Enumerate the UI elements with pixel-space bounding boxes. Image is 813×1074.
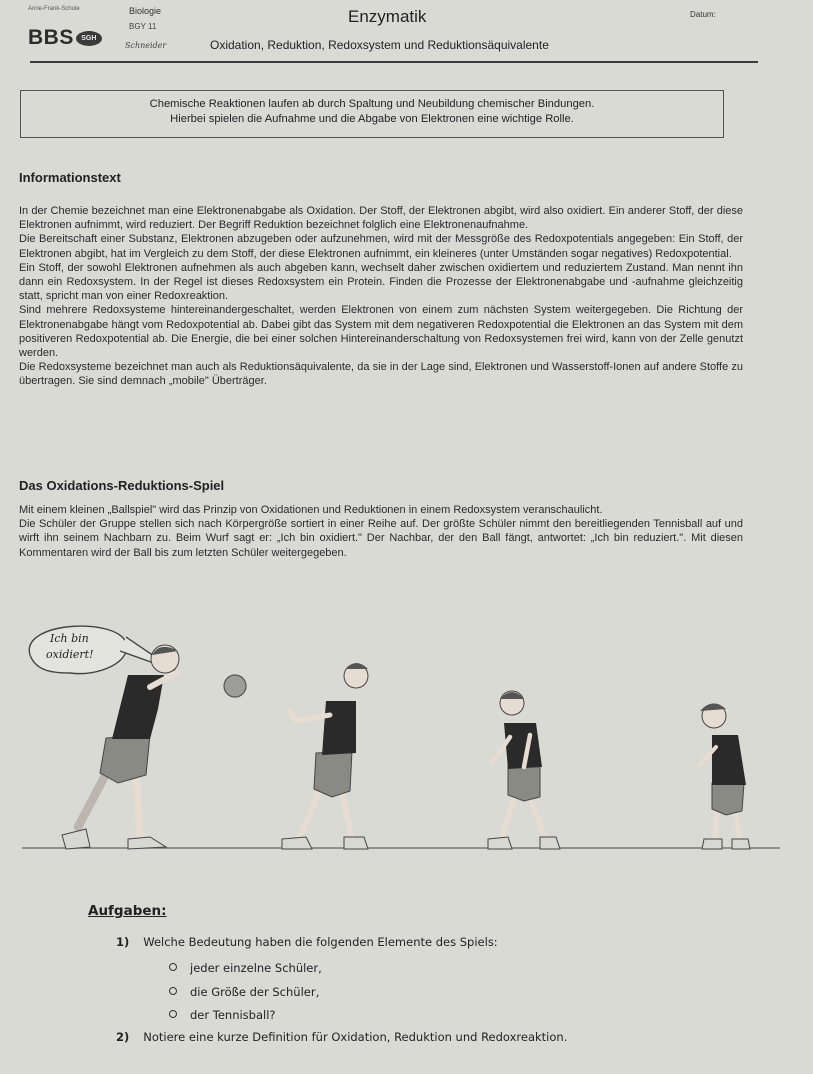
- bullet-text: der Tennisball?: [190, 1008, 276, 1022]
- date-label: Datum:: [690, 10, 716, 19]
- intro-line-1: Chemische Reaktionen laufen ab durch Spaltung und Neubildung chemischer Bindungen.: [149, 98, 595, 110]
- info-paragraph: Die Redoxsysteme bezeichnet man auch als Reduktionsäquivalente, da sie in der Lage sind, Elektronen und Wasserstoff-Ionen auf andere Stoffe zu übertragen. Sie sind demnach „mobile" Überträger.: [19, 361, 743, 388]
- student-third-figure: [488, 691, 560, 849]
- task-1-bullet: [169, 985, 319, 999]
- tasks-heading: Aufgaben:: [88, 903, 167, 919]
- task-2-text: Notiere eine kurze Definition für Oxidation, Reduktion und Redoxreaktion.: [143, 1030, 568, 1044]
- game-paragraph: Die Schüler der Gruppe stellen sich nach Körpergröße sortiert in einer Reihe auf. Der größte Schüler nimmt den bereitliegenden Tennisball auf und wirft ihn seinem Nachbarn zu. Beim Wurf sagt er: „Ich bin oxidiert." Der Nachbar, der den Ball fängt, antwortet: „Ich bin reduziert.". Mit diesen Kommentaren wird der Ball bis zum letzten Schüler weitergegeben.: [19, 518, 743, 559]
- info-paragraph: Die Bereitschaft einer Substanz, Elektronen abzugeben oder aufzunehmen, wird mit der Messgröße des Redoxpotentials angegeben: Ein Stoff, der Elektronen abgibt, hat im Vergleich zu dem Stoff, der diese Elektronen aufnimmt, ein kleineres (unter Umständen sogar negatives) Redoxpotential.: [19, 233, 743, 260]
- student-smallest-figure: [700, 703, 750, 849]
- tennis-ball: [224, 675, 246, 697]
- teacher-name: Schneider: [125, 41, 167, 50]
- info-paragraph: Ein Stoff, der sowohl Elektronen aufnehmen als auch abgeben kann, wechselt daher zwischen oxidiertem und reduziertem Zustand. Man nennt ihn dann ein Redoxsystem. In der Regel ist dieses Redoxsystem ein Protein. Finden die Prozesse der Elektronenabgabe und -aufnahme gleichzeitig statt, spricht man von einer Redoxreaktion.: [19, 261, 743, 303]
- task-1-bullet: [169, 961, 322, 975]
- task-1-text: Welche Bedeutung haben die folgenden Elemente des Spiels:: [143, 935, 498, 949]
- game-paragraph: Mit einem kleinen „Ballspiel" wird das Prinzip von Oxidationen und Reduktionen in einem Redoxsystem veranschaulicht.: [19, 504, 603, 516]
- speech-bubble-line-1: Ich bin: [50, 632, 89, 645]
- info-text: [19, 204, 743, 389]
- speech-bubble-line-2: oxidiert!: [46, 648, 94, 661]
- game-heading: Das Oxidations-Reduktions-Spiel: [19, 478, 225, 493]
- logo-text: BBS: [28, 26, 74, 49]
- bullet-text: die Größe der Schüler,: [190, 985, 320, 999]
- page-subtitle: Oxidation, Reduktion, Redoxsystem und Reduktionsäquivalente: [210, 38, 549, 52]
- task-1: [116, 935, 498, 949]
- task-1-bullet: [169, 1008, 276, 1022]
- intro-line-2: Hierbei spielen die Aufnahme und die Abgabe von Elektronen eine wichtige Rolle.: [170, 113, 574, 125]
- header-divider: [30, 61, 758, 63]
- student-second-figure: [282, 663, 368, 849]
- school-logo: [28, 26, 102, 50]
- task-2-number: 2): [116, 1030, 130, 1044]
- task-2: [116, 1030, 567, 1044]
- subject-label: Biologie: [129, 6, 162, 16]
- ball-game-illustration: [0, 615, 813, 865]
- logo-badge: SGH: [76, 31, 102, 46]
- student-tallest-figure: [62, 645, 179, 849]
- school-name: Anne-Frank-Schule: [28, 6, 80, 12]
- bullet-circle-icon: [169, 1010, 177, 1018]
- game-text: [19, 503, 743, 560]
- class-label: BGY 11: [129, 22, 157, 31]
- bullet-text: jeder einzelne Schüler,: [190, 961, 322, 975]
- task-1-number: 1): [116, 935, 130, 949]
- intro-box: [20, 90, 724, 138]
- info-heading: Informationstext: [19, 170, 121, 185]
- info-paragraph: In der Chemie bezeichnet man eine Elektronenabgabe als Oxidation. Der Stoff, der Elektronen abgibt, wird also oxidiert. Ein anderer Stoff, der diese Elektronen aufnimmt, wird reduziert. Der Begriff Reduktion bezeichnet folglich eine Elektronenaufnahme.: [19, 205, 743, 232]
- bullet-circle-icon: [169, 987, 177, 995]
- page-title: Enzymatik: [348, 7, 427, 26]
- bullet-circle-icon: [169, 963, 177, 971]
- info-paragraph: Sind mehrere Redoxsysteme hintereinandergeschaltet, werden Elektronen von einem zum nächsten System weitergegeben. Die Richtung der Elektronenabgabe hängt vom Redoxpotential ab. Dabei gibt das System mit dem negativeren Redoxpotential die Elektronen an das System mit dem positiveren Redoxpotential ab. Die Energie, die bei einer solchen Hintereinanderschaltung von Redoxsystemen frei wird, kann von der Zelle genutzt werden.: [19, 304, 743, 360]
